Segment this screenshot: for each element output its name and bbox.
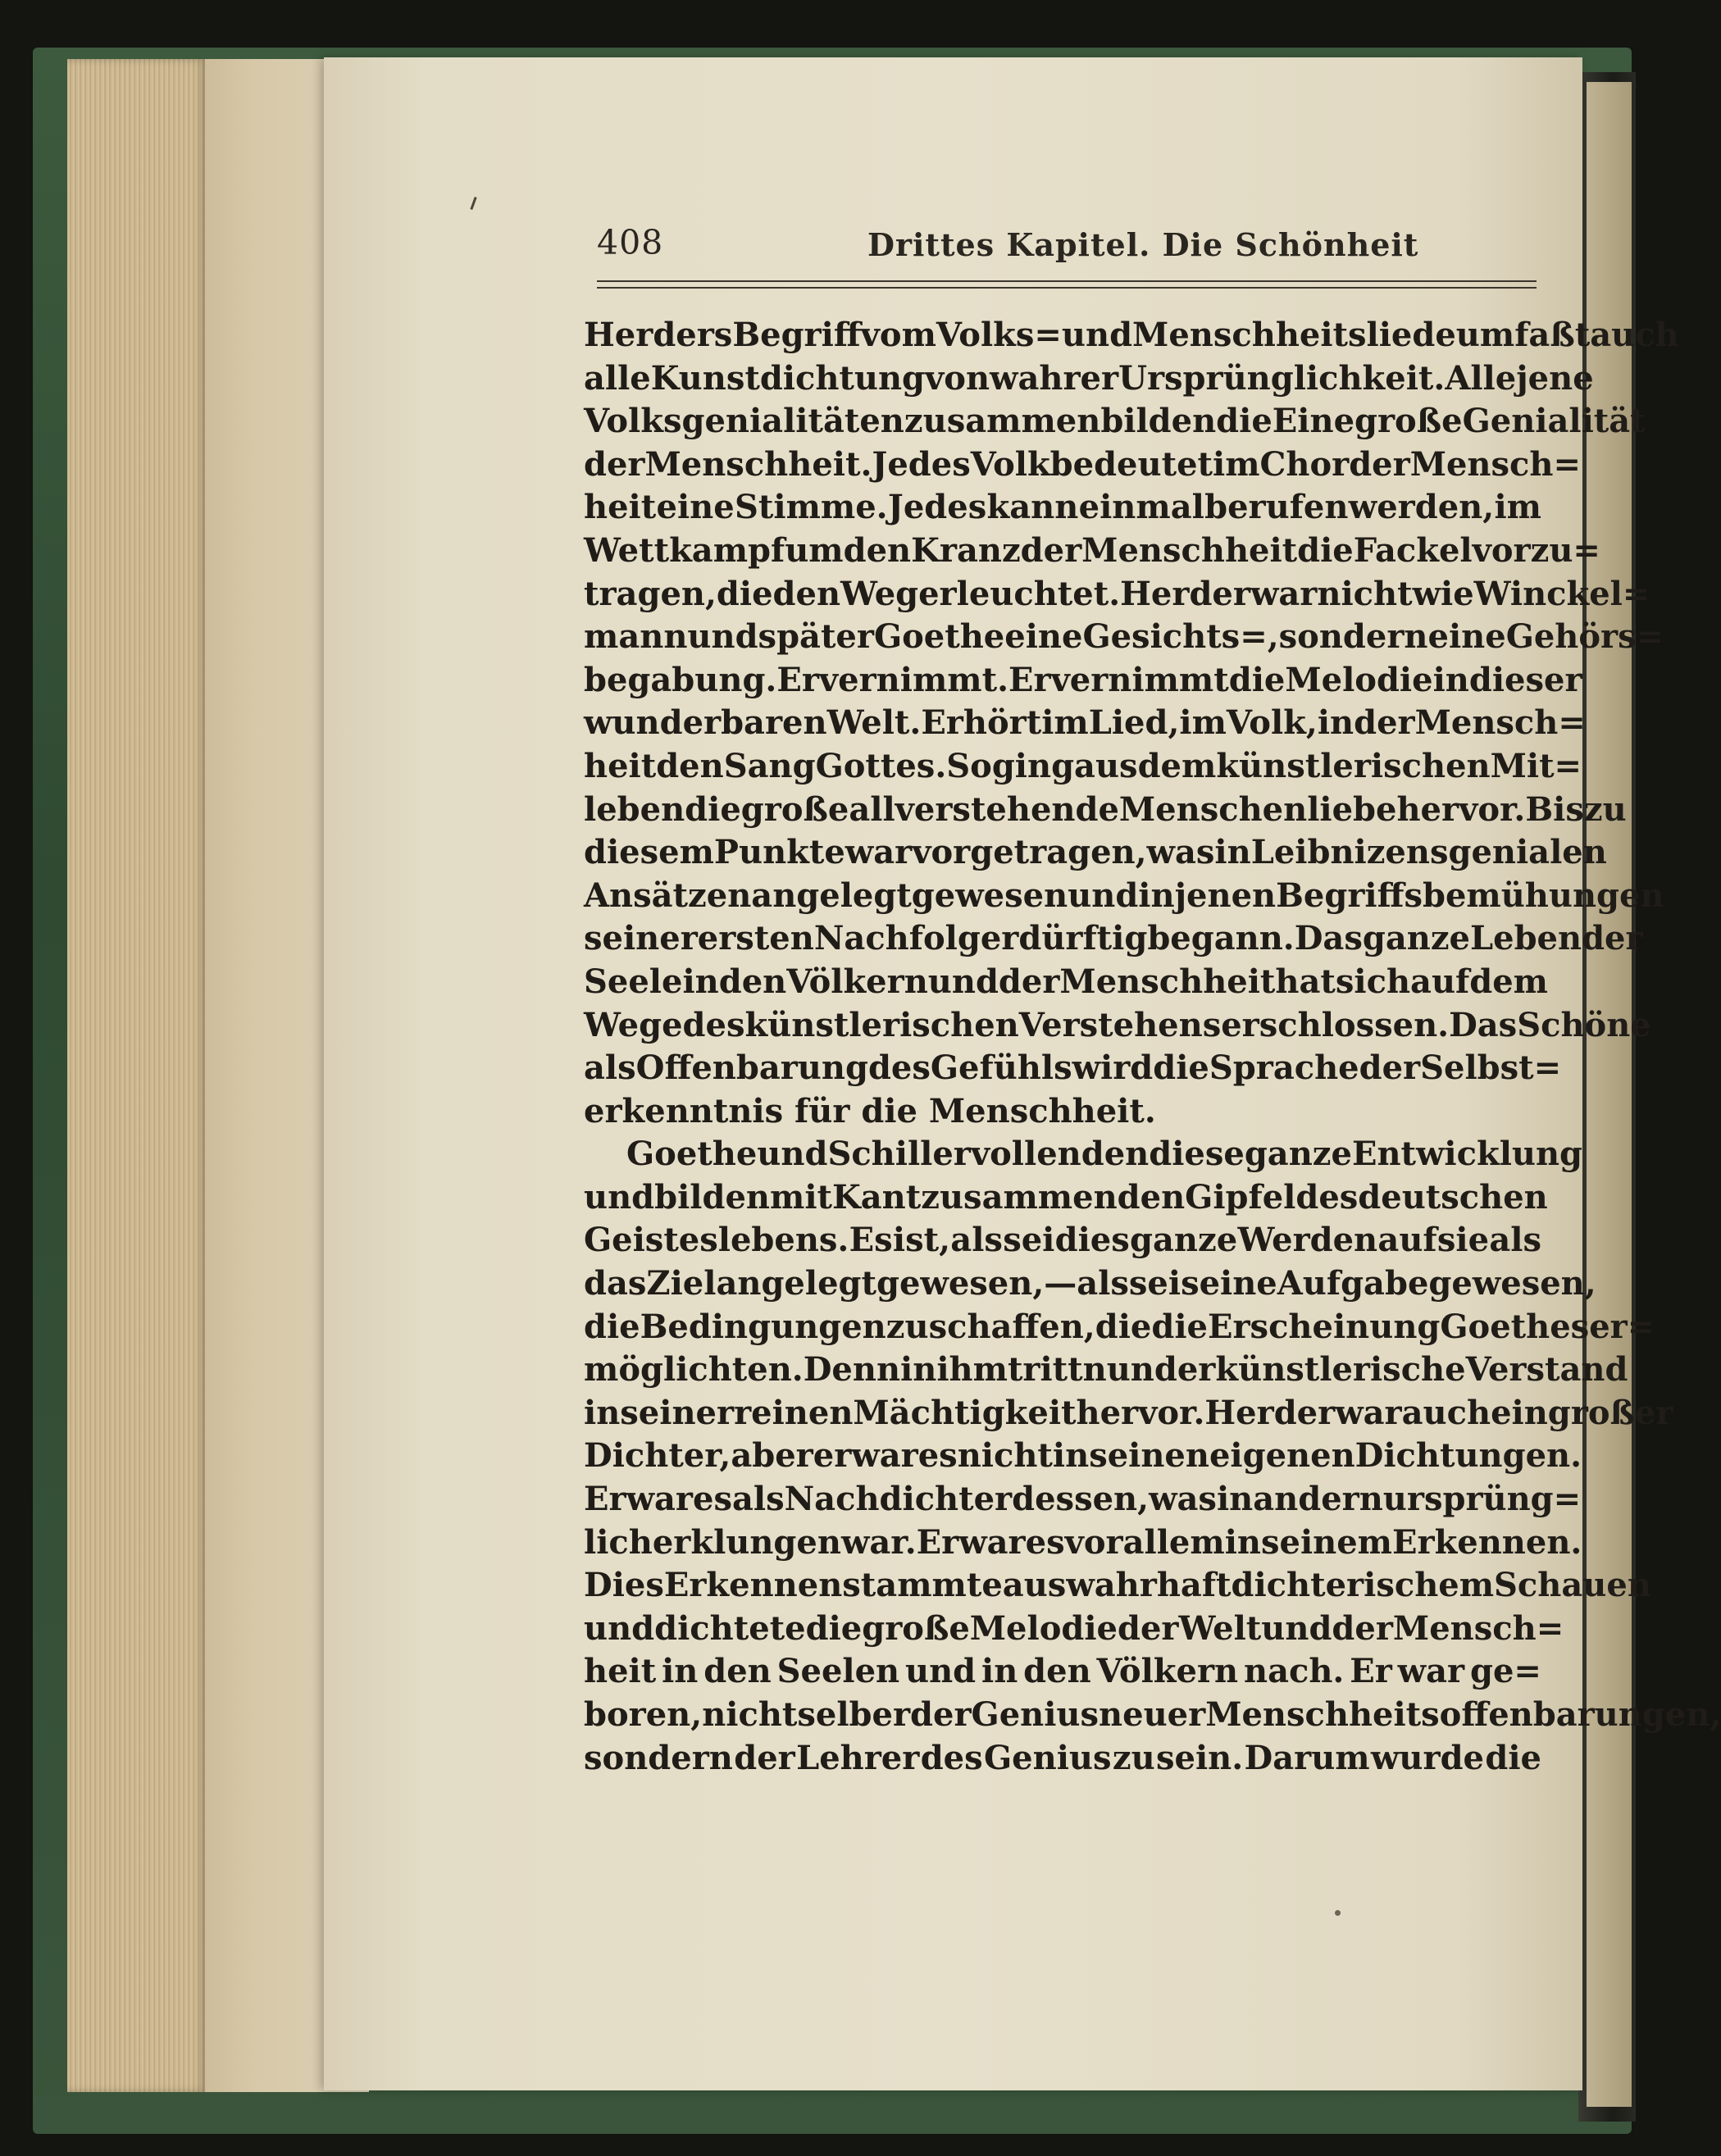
text-line: lich erklungen war. Er war es vor allem in seinem Erkennen. [584,1522,1582,1562]
page-edges-left [67,59,207,2092]
text-line: in seiner reinen Mächtigkeit hervor. Herder war auch ein großer [584,1393,1673,1432]
text-line: als Offenbarung des Gefühls wird die Sprache der Selbst= [584,1048,1562,1088]
text-line: diesem Punkte war vorgetragen, was in Leibnizens genialen [584,833,1607,872]
text-line: seiner ersten Nachfolger dürftig begann. Das ganze Leben der [584,919,1643,958]
text-line: erkenntnis für die Menschheit. [584,1091,1156,1130]
text-line: boren, nicht selber der Genius neuer Menschheitsoffenbarungen, [584,1695,1721,1734]
text-line: heit den Sang Gottes. So ging aus dem künstlerischen Mit= [584,746,1582,785]
chapter-title: Drittes Kapitel. Die Schönheit [867,226,1419,263]
text-line: der Menschheit. Jedes Volk bedeutet im Chor der Mensch= [584,444,1581,484]
text-line: und bilden mit Kant zusammen den Gipfel des deutschen [584,1177,1548,1217]
text-line: die Bedingungen zu schaffen, die die Erscheinung Goethes er= [584,1307,1655,1346]
page-speck [1335,1910,1341,1916]
text-line: heit eine Stimme. Jedes kann einmal berufen werden, im [584,488,1541,527]
text-line: Seele in den Völkern und der Menschheit hat sich auf dem [584,962,1548,1001]
text-line: Volksgenialitäten zusammen bilden die Eine große Genialität [584,402,1646,441]
text-line: Wege des künstlerischen Verstehens erschlossen. Das Schöne [584,1005,1651,1044]
text-line: Dies Erkennen stammte aus wahrhaft dichterischem Schauen [584,1566,1651,1605]
text-line: Herders Begriff vom Volks= und Menschheitsliede umfaßt auch [584,316,1679,354]
text-line: Er war es als Nachdichter dessen, was in andern ursprüng= [584,1480,1582,1519]
text-line: Goethe und Schiller vollenden diese ganze Entwicklung [626,1135,1583,1174]
text-line: wunderbaren Welt. Er hört im Lied, im Volk, in der Mensch= [584,703,1586,743]
text-line: und dichtete die große Melodie der Welt und der Mensch= [584,1608,1564,1648]
text-line: tragen, die den Weg erleuchtet. Herder war nicht wie Winckel= [584,574,1650,613]
running-header [597,223,1537,272]
text-line: Geisteslebens. Es ist, als sei dies ganze Werden auf sie als [584,1221,1541,1260]
text-line: Ansätzen angelegt gewesen und in jenen Begriffsbemühungen [584,876,1664,915]
header-rule-double [597,287,1537,289]
text-line: möglichten. Denn in ihm tritt nun der künstlerische Verstand [584,1350,1628,1390]
page-number: 408 [597,223,664,262]
body-text [584,314,1721,1780]
text-line: das Ziel angelegt gewesen, — als sei seine Aufgabe gewesen, [584,1264,1596,1303]
text-line: alle Kunstdichtung von wahrer Ursprünglichkeit. Alle jene [584,358,1594,398]
header-rule [597,280,1537,282]
text-line: mann und später Goethe eine Gesichts=, sondern eine Gehörs= [584,617,1664,657]
text-line: Wettkampf um den Kranz der Menschheit die Fackel vorzu= [584,530,1600,570]
text-line: begabung. Er vernimmt. Er vernimmt die Melodie in dieser [584,660,1582,699]
paragraph [584,314,1679,1133]
text-line: heit in den Seelen und in den Völkern nach. Er war ge= [584,1652,1541,1691]
text-line: Dichter, aber er war es nicht in seinen eigenen Dichtungen. [584,1436,1582,1476]
paragraph [584,1133,1721,1780]
text-line: sondern der Lehrer des Genius zu sein. Darum wurde die [584,1738,1541,1777]
text-line: leben die große allverstehende Menschenliebe hervor. Bis zu [584,789,1627,829]
